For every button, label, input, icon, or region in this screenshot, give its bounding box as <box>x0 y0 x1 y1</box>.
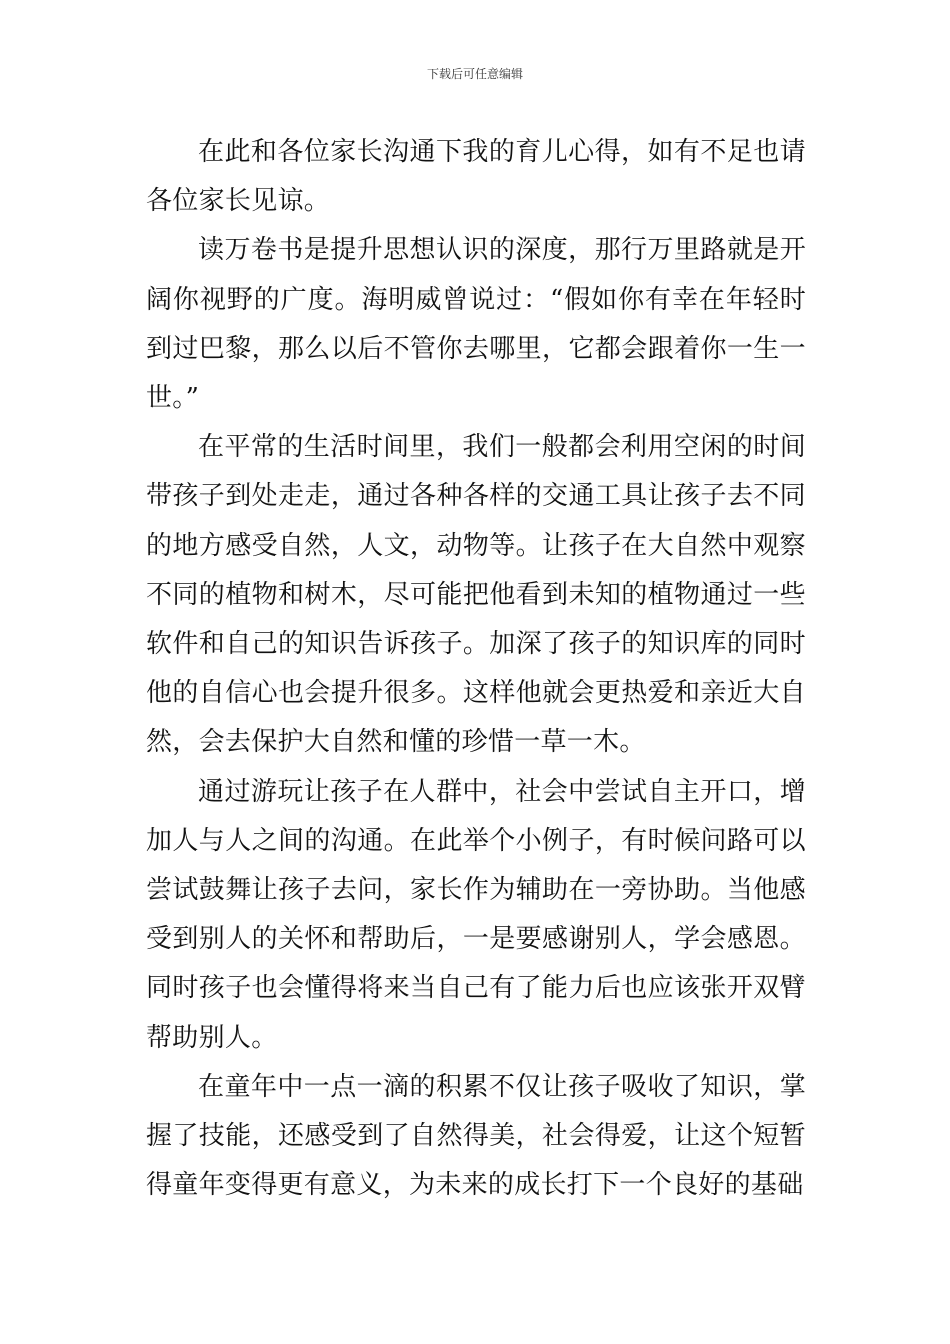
paragraph-travel-quote: 读万卷书是提升思想认识的深度，那行万里路就是开阔你视野的广度。海明威曾说过：“假如你有幸在年轻时到过巴黎，那么以后不管你去哪里，它都会跟着你一生一世。” <box>146 235 806 414</box>
paragraph-nature: 在平常的生活时间里，我们一般都会利用空闲的时间带孩子到处走走，通过各种各样的交通工具让孩子去不同的地方感受自然，人文，动物等。让孩子在大自然中观察不同的植物和树木，尽可能把他看到未知的植物通过一些软件和自己的知识告诉孩子。加深了孩子的知识库的同时他的自信心也会提升很多。这样他就会更热爱和亲近大自然，会去保护大自然和懂的珍惜一草一木。 <box>146 432 806 758</box>
paragraph-childhood: 在童年中一点一滴的积累不仅让孩子吸收了知识，掌握了技能，还感受到了自然得美，社会得爱，让这个短暂得童年变得更有意义，为未来的成长打下一个良好的基础 <box>146 1071 806 1201</box>
paragraph-intro: 在此和各位家长沟通下我的育儿心得，如有不足也请各位家长见谅。 <box>146 137 806 217</box>
document-body <box>146 128 806 1210</box>
page-header: 下载后可任意编辑 <box>426 67 523 81</box>
paragraph-communication: 通过游玩让孩子在人群中，社会中尝试自主开口，增加人与人之间的沟通。在此举个小例子，有时候问路可以尝试鼓舞让孩子去问，家长作为辅助在一旁协助。当他感受到别人的关怀和帮助后，一是要感谢别人，学会感恩。同时孩子也会懂得将来当自己有了能力后也应该张开双臂帮助别人。 <box>146 776 806 1053</box>
